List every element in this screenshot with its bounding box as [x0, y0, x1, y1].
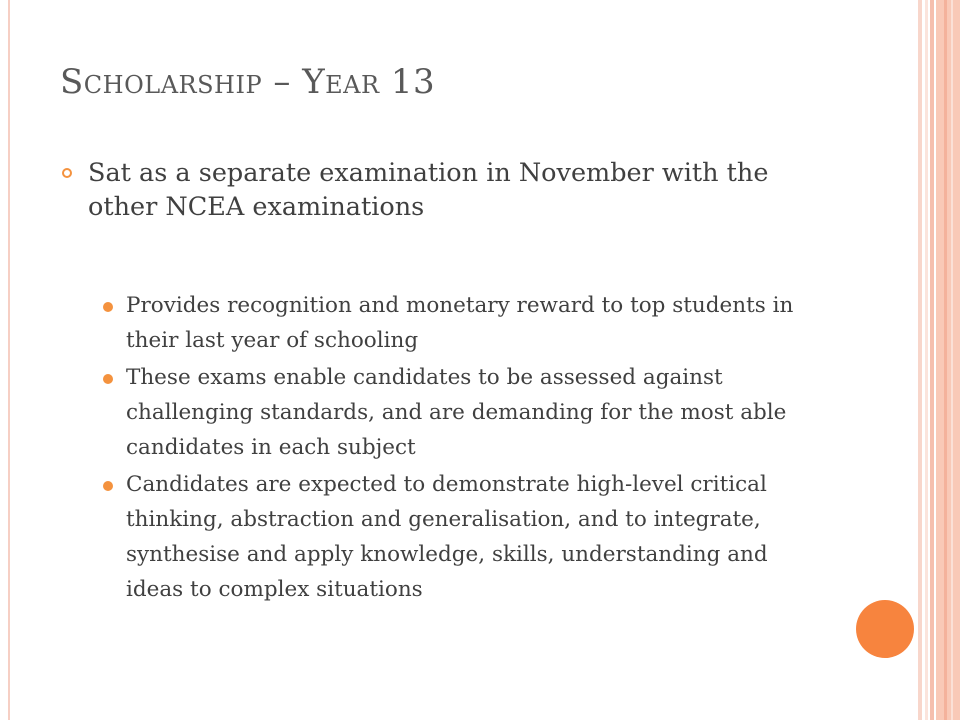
- main-bullet-text: Sat as a separate examination in November with the other NCEA examinations: [88, 158, 769, 222]
- orange-circle-icon: [856, 600, 914, 658]
- slide-title: Scholarship – Year 13: [60, 62, 436, 102]
- ring-bullet-icon: [62, 168, 72, 178]
- stripe: [936, 0, 960, 720]
- right-decorative-stripes: [918, 0, 960, 720]
- dot-bullet-icon: [103, 481, 113, 491]
- list-item: [100, 360, 830, 465]
- sub-bullet-text: These exams enable candidates to be assessed against challenging standards, and are demanding for the most able candidates in each subject: [126, 365, 787, 460]
- left-border-line: [8, 0, 10, 720]
- sub-bullet-list: [100, 288, 830, 609]
- stripe: [918, 0, 922, 720]
- stripe: [951, 0, 953, 720]
- main-bullet: [60, 156, 820, 224]
- sub-bullet-text: Provides recognition and monetary reward to top students in their last year of schooling: [126, 293, 794, 353]
- list-item: [100, 467, 830, 607]
- stripe: [930, 0, 934, 720]
- list-item: [100, 288, 830, 358]
- stripe: [925, 0, 928, 720]
- dot-bullet-icon: [103, 302, 113, 312]
- stripe: [944, 0, 947, 720]
- dot-bullet-icon: [103, 374, 113, 384]
- sub-bullet-text: Candidates are expected to demonstrate high-level critical thinking, abstraction and generalisation, and to integrate, synthesise and apply knowledge, skills, understanding and ideas to complex situations: [126, 472, 768, 602]
